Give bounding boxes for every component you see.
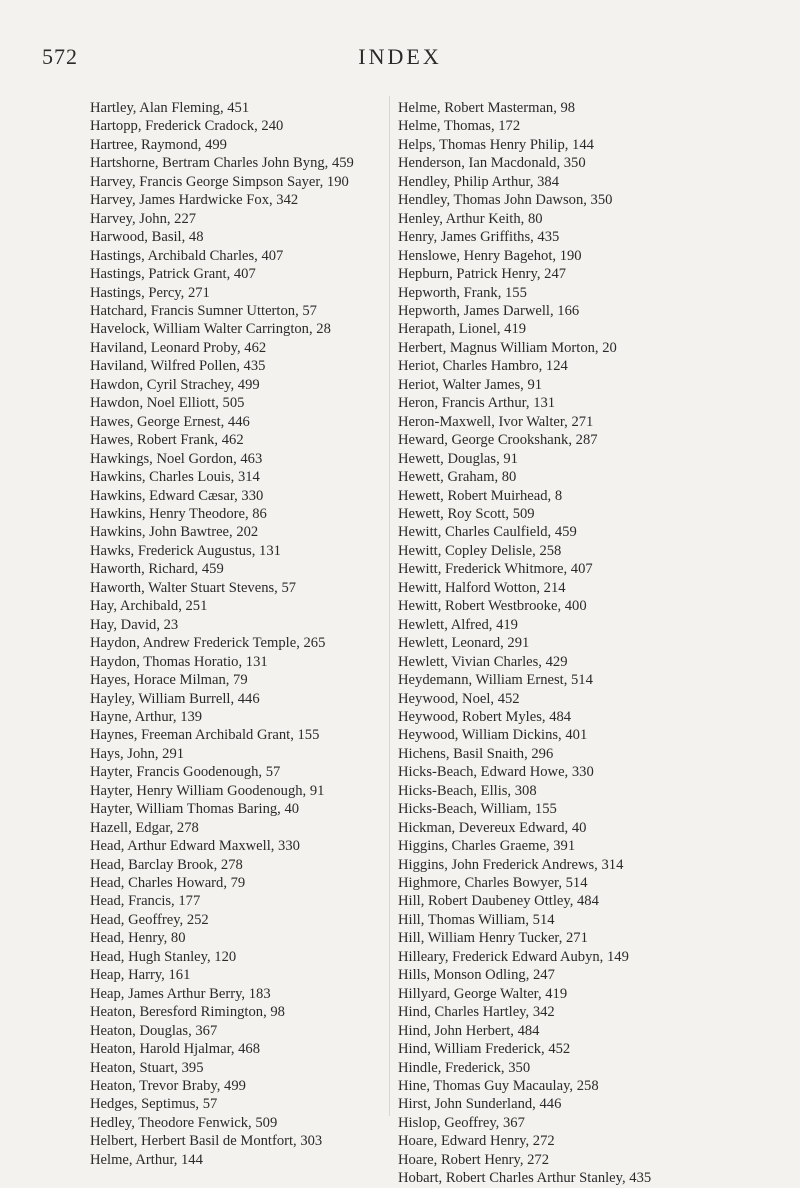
index-entry: Hicks-Beach, Edward Howe, 330 bbox=[398, 764, 594, 781]
index-entry: Higgins, John Frederick Andrews, 314 bbox=[398, 856, 624, 873]
index-entry: Hewett, Graham, 80 bbox=[398, 469, 517, 486]
index-entry: Hawkins, Henry Theodore, 86 bbox=[90, 505, 267, 522]
index-entry: Helme, Arthur, 144 bbox=[90, 1151, 203, 1168]
index-entry: Heaton, Douglas, 367 bbox=[90, 1022, 218, 1039]
index-entry: Hayter, Francis Goodenough, 57 bbox=[90, 764, 281, 781]
index-entry: Hayne, Arthur, 139 bbox=[90, 708, 203, 725]
index-entry: Head, Henry, 80 bbox=[90, 930, 186, 947]
page-number: 572 bbox=[42, 44, 78, 69]
index-entry: Heaton, Trevor Braby, 499 bbox=[90, 1078, 246, 1095]
index-entry: Heron-Maxwell, Ivor Walter, 271 bbox=[398, 413, 594, 430]
index-entry: Hay, David, 23 bbox=[90, 616, 179, 633]
index-entry: Head, Geoffrey, 252 bbox=[90, 911, 209, 928]
index-entry: Haynes, Freeman Archibald Grant, 155 bbox=[90, 727, 320, 744]
index-entry: Hewlett, Alfred, 419 bbox=[398, 616, 518, 633]
index-entry: Head, Francis, 177 bbox=[90, 893, 201, 910]
index-entry: Head, Barclay Brook, 278 bbox=[90, 856, 243, 873]
index-entry: Hewitt, Halford Wotton, 214 bbox=[398, 579, 566, 596]
index-entry: Hastings, Percy, 271 bbox=[90, 284, 210, 301]
index-entry: Heward, George Crookshank, 287 bbox=[398, 432, 598, 449]
index-entry: Haviland, Wilfred Pollen, 435 bbox=[90, 358, 266, 375]
index-entry: Hawdon, Cyril Strachey, 499 bbox=[90, 376, 260, 393]
index-column-right bbox=[398, 99, 736, 1188]
index-entry: Heron, Francis Arthur, 131 bbox=[398, 395, 556, 412]
index-entry: Head, Arthur Edward Maxwell, 330 bbox=[90, 838, 300, 855]
index-entry: Heaton, Stuart, 395 bbox=[90, 1059, 204, 1076]
index-entry: Hewitt, Robert Westbrooke, 400 bbox=[398, 598, 587, 615]
index-entry: Hawkins, Edward Cæsar, 330 bbox=[90, 487, 264, 504]
index-entry: Harvey, Francis George Simpson Sayer, 190 bbox=[90, 173, 349, 190]
index-entry: Heywood, William Dickins, 401 bbox=[398, 727, 588, 744]
index-entry: Hepworth, James Darwell, 166 bbox=[398, 302, 580, 319]
index-entry: Havelock, William Walter Carrington, 28 bbox=[90, 321, 331, 338]
index-entry: Herbert, Magnus William Morton, 20 bbox=[398, 339, 617, 356]
index-entry: Hine, Thomas Guy Macaulay, 258 bbox=[398, 1078, 599, 1095]
index-entry: Heriot, Charles Hambro, 124 bbox=[398, 358, 568, 375]
index-entry: Heaton, Harold Hjalmar, 468 bbox=[90, 1041, 261, 1058]
index-entry: Hawes, George Ernest, 446 bbox=[90, 413, 250, 430]
index-entry: Hartshorne, Bertram Charles John Byng, 459 bbox=[90, 155, 354, 172]
index-entry: Hewitt, Charles Caulfield, 459 bbox=[398, 524, 577, 541]
index-entry: Hoare, Robert Henry, 272 bbox=[398, 1151, 550, 1168]
index-entry: Hastings, Patrick Grant, 407 bbox=[90, 266, 256, 283]
index-entry: Hazell, Edgar, 278 bbox=[90, 819, 199, 836]
index-entry: Hobart, Robert Charles Arthur Stanley, 435 bbox=[398, 1170, 652, 1187]
index-entry: Hewett, Robert Muirhead, 8 bbox=[398, 487, 563, 504]
index-entry: Hichens, Basil Snaith, 296 bbox=[398, 745, 554, 762]
index-entry: Hind, William Frederick, 452 bbox=[398, 1041, 571, 1058]
index-entry: Haydon, Thomas Horatio, 131 bbox=[90, 653, 268, 670]
index-entry: Haviland, Leonard Proby, 462 bbox=[90, 339, 267, 356]
index-entry: Hendley, Thomas John Dawson, 350 bbox=[398, 192, 613, 209]
index-entry: Head, Charles Howard, 79 bbox=[90, 875, 246, 892]
index-entry: Hastings, Archibald Charles, 407 bbox=[90, 247, 284, 264]
index-entry: Henderson, Ian Macdonald, 350 bbox=[398, 155, 586, 172]
index-entry: Hill, Thomas William, 514 bbox=[398, 911, 555, 928]
index-entry: Hedges, Septimus, 57 bbox=[90, 1096, 218, 1113]
index-entry: Hendley, Philip Arthur, 384 bbox=[398, 173, 560, 190]
index-entry: Harvey, James Hardwicke Fox, 342 bbox=[90, 192, 299, 209]
index-entry: Hillyard, George Walter, 419 bbox=[398, 985, 568, 1002]
index-entry: Hindle, Frederick, 350 bbox=[398, 1059, 531, 1076]
index-entry: Hayley, William Burrell, 446 bbox=[90, 690, 260, 707]
index-entry: Helme, Thomas, 172 bbox=[398, 118, 521, 135]
index-entry: Hills, Monson Odling, 247 bbox=[398, 967, 555, 984]
index-entry: Hill, William Henry Tucker, 271 bbox=[398, 930, 588, 947]
index-entry: Hayter, Henry William Goodenough, 91 bbox=[90, 782, 325, 799]
index-entry: Hickman, Devereux Edward, 40 bbox=[398, 819, 587, 836]
index-entry: Hays, John, 291 bbox=[90, 745, 185, 762]
index-entry: Helme, Robert Masterman, 98 bbox=[398, 100, 576, 116]
index-entry: Haworth, Walter Stuart Stevens, 57 bbox=[90, 579, 297, 596]
index-entry: Haworth, Richard, 459 bbox=[90, 561, 224, 578]
index-entry: Hepburn, Patrick Henry, 247 bbox=[398, 266, 567, 283]
page-heading: INDEX bbox=[358, 44, 442, 69]
index-entry: Hartree, Raymond, 499 bbox=[90, 136, 227, 153]
index-entry: Hilleary, Frederick Edward Aubyn, 149 bbox=[398, 948, 629, 965]
index-entry: Hind, John Herbert, 484 bbox=[398, 1022, 540, 1039]
index-entry: Henley, Arthur Keith, 80 bbox=[398, 210, 543, 227]
index-entry: Henry, James Griffiths, 435 bbox=[398, 229, 560, 246]
index-entry: Hicks-Beach, William, 155 bbox=[398, 801, 557, 818]
index-entry: Hayes, Horace Milman, 79 bbox=[90, 672, 248, 689]
index-entry: Harvey, John, 227 bbox=[90, 210, 197, 227]
index-entry: Harwood, Basil, 48 bbox=[90, 229, 204, 246]
index-entry: Higgins, Charles Graeme, 391 bbox=[398, 838, 576, 855]
index-entry: Hay, Archibald, 251 bbox=[90, 598, 208, 615]
column-divider bbox=[389, 96, 390, 1116]
index-entry: Hedley, Theodore Fenwick, 509 bbox=[90, 1114, 278, 1131]
index-entry: Hawdon, Noel Elliott, 505 bbox=[90, 395, 245, 412]
index-entry: Hewlett, Leonard, 291 bbox=[398, 635, 530, 652]
index-entry: Hill, Robert Daubeney Ottley, 484 bbox=[398, 893, 599, 910]
index-entry: Hawes, Robert Frank, 462 bbox=[90, 432, 244, 449]
index-column-left bbox=[90, 99, 390, 1169]
index-entry: Hind, Charles Hartley, 342 bbox=[398, 1004, 555, 1021]
index-entry: Heydemann, William Ernest, 514 bbox=[398, 672, 593, 689]
index-entry: Heywood, Noel, 452 bbox=[398, 690, 520, 707]
index-entry: Hewlett, Vivian Charles, 429 bbox=[398, 653, 568, 670]
index-entry: Hartopp, Frederick Cradock, 240 bbox=[90, 118, 284, 135]
index-entry: Heywood, Robert Myles, 484 bbox=[398, 708, 572, 725]
index-entry: Hawkins, Charles Louis, 314 bbox=[90, 469, 260, 486]
index-entry: Henslowe, Henry Bagehot, 190 bbox=[398, 247, 582, 264]
index-entry: Heaton, Beresford Rimington, 98 bbox=[90, 1004, 285, 1021]
index-entry: Heap, Harry, 161 bbox=[90, 967, 191, 984]
index-entry: Helbert, Herbert Basil de Montfort, 303 bbox=[90, 1133, 323, 1150]
index-entry: Helps, Thomas Henry Philip, 144 bbox=[398, 136, 594, 153]
index-entry: Hatchard, Francis Sumner Utterton, 57 bbox=[90, 302, 317, 319]
index-entry: Hewitt, Copley Delisle, 258 bbox=[398, 542, 562, 559]
index-entry: Hewitt, Frederick Whitmore, 407 bbox=[398, 561, 593, 578]
index-entry: Hewett, Roy Scott, 509 bbox=[398, 505, 535, 522]
index-entry: Heriot, Walter James, 91 bbox=[398, 376, 543, 393]
index-entry: Herapath, Lionel, 419 bbox=[398, 321, 527, 338]
index-entry: Hewett, Douglas, 91 bbox=[398, 450, 518, 467]
index-entry: Highmore, Charles Bowyer, 514 bbox=[398, 875, 588, 892]
index-entry: Heap, James Arthur Berry, 183 bbox=[90, 985, 271, 1002]
index-entry: Hoare, Edward Henry, 272 bbox=[398, 1133, 555, 1150]
index-entry: Hawkins, John Bawtree, 202 bbox=[90, 524, 259, 541]
index-entry: Hislop, Geoffrey, 367 bbox=[398, 1114, 525, 1131]
index-entry: Head, Hugh Stanley, 120 bbox=[90, 948, 237, 965]
index-entry: Hayter, William Thomas Baring, 40 bbox=[90, 801, 300, 818]
index-entry: Hartley, Alan Fleming, 451 bbox=[90, 100, 250, 116]
index-entry: Hepworth, Frank, 155 bbox=[398, 284, 527, 301]
index-entry: Hicks-Beach, Ellis, 308 bbox=[398, 782, 537, 799]
index-entry: Hirst, John Sunderland, 446 bbox=[398, 1096, 562, 1113]
index-entry: Hawks, Frederick Augustus, 131 bbox=[90, 542, 281, 559]
index-entry: Haydon, Andrew Frederick Temple, 265 bbox=[90, 635, 326, 652]
index-entry: Hawkings, Noel Gordon, 463 bbox=[90, 450, 263, 467]
